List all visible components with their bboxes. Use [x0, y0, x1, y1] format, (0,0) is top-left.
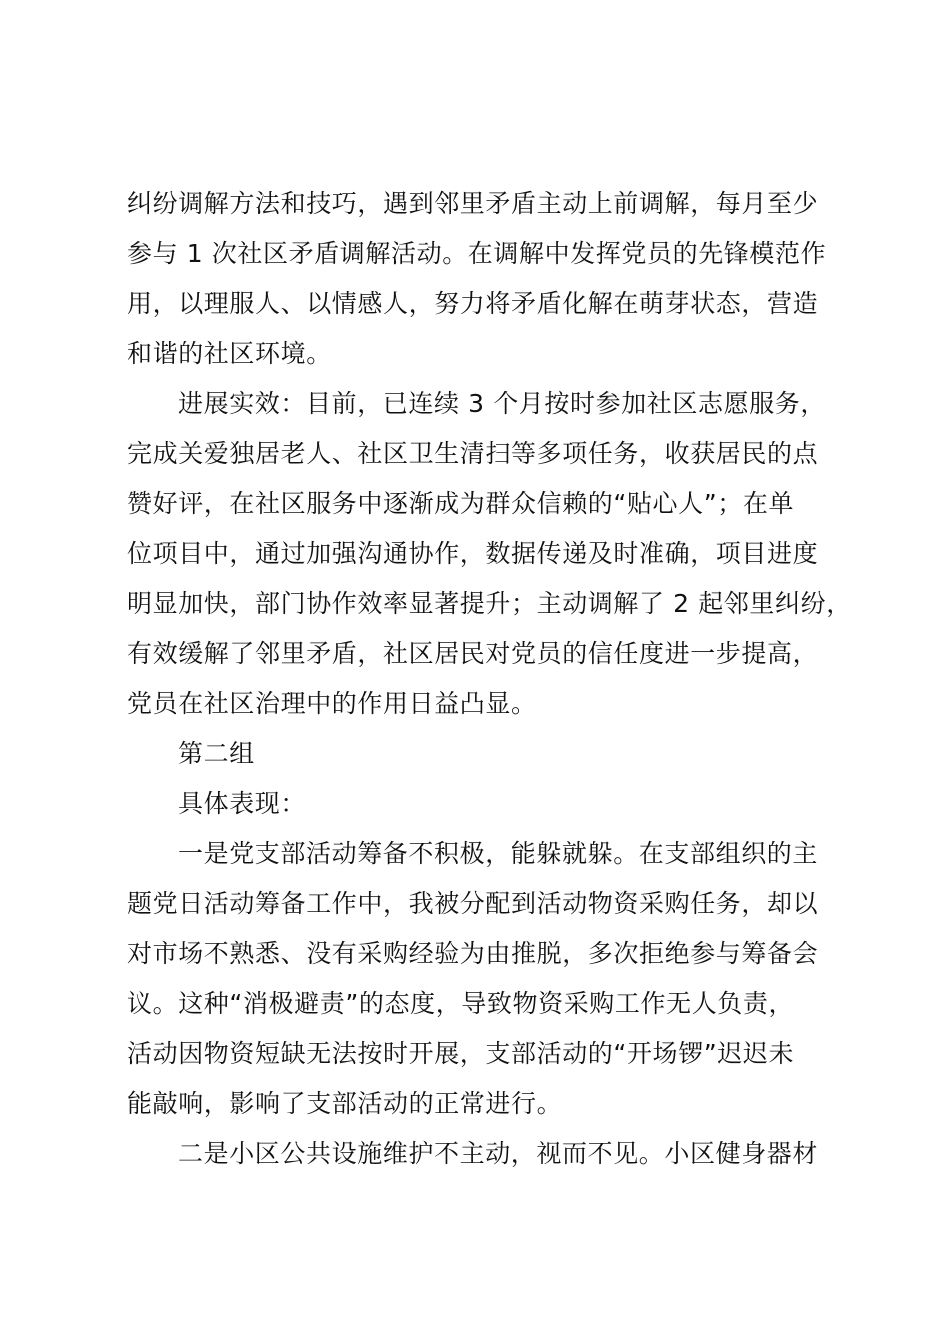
text-line: 纠纷调解方法和技巧，遇到邻里矛盾主动上前调解，每月至少 [127, 189, 819, 218]
text-line: 活动因物资短缺无法按时开展，支部活动的“开场锣”迟迟未 [127, 1039, 795, 1068]
text-line: 有效缓解了邻里矛盾，社区居民对党员的信任度进一步提高， [127, 639, 819, 668]
text-line: 对市场不熟悉、没有采购经验为由推脱，多次拒绝参与筹备会 [127, 939, 819, 968]
text-line: 赞好评，在社区服务中逐渐成为群众信赖的“贴心人”；在单 [127, 489, 795, 518]
section-heading: 第二组 [178, 739, 255, 768]
text-line: 题党日活动筹备工作中，我被分配到活动物资采购任务，却以 [127, 889, 819, 918]
text-line: 党员在社区治理中的作用日益凸显。 [127, 689, 537, 718]
text-line: 用，以理服人、以情感人，努力将矛盾化解在萌芽状态，营造 [127, 289, 819, 318]
text-line: 能敲响，影响了支部活动的正常进行。 [127, 1089, 563, 1118]
text-line: 二是小区公共设施维护不主动，视而不见。小区健身器材 [178, 1139, 819, 1168]
text-line: 进展实效：目前，已连续 3 个月按时参加社区志愿服务， [178, 389, 827, 418]
text-line: 具体表现： [178, 789, 307, 818]
text-line: 议。这种“消极避责”的态度，导致物资采购工作无人负责， [127, 989, 795, 1018]
text-line: 参与 1 次社区矛盾调解活动。在调解中发挥党员的先锋模范作 [127, 239, 827, 268]
text-line: 一是党支部活动筹备不积极，能躲就躲。在支部组织的主 [178, 839, 819, 868]
text-line: 明显加快，部门协作效率显著提升；主动调解了 2 起邻里纠纷， [127, 589, 852, 618]
text-line: 完成关爱独居老人、社区卫生清扫等多项任务，收获居民的点 [127, 439, 819, 468]
text-line: 位项目中，通过加强沟通协作，数据传递及时准确，项目进度 [127, 539, 819, 568]
text-line: 和谐的社区环境。 [127, 339, 332, 368]
